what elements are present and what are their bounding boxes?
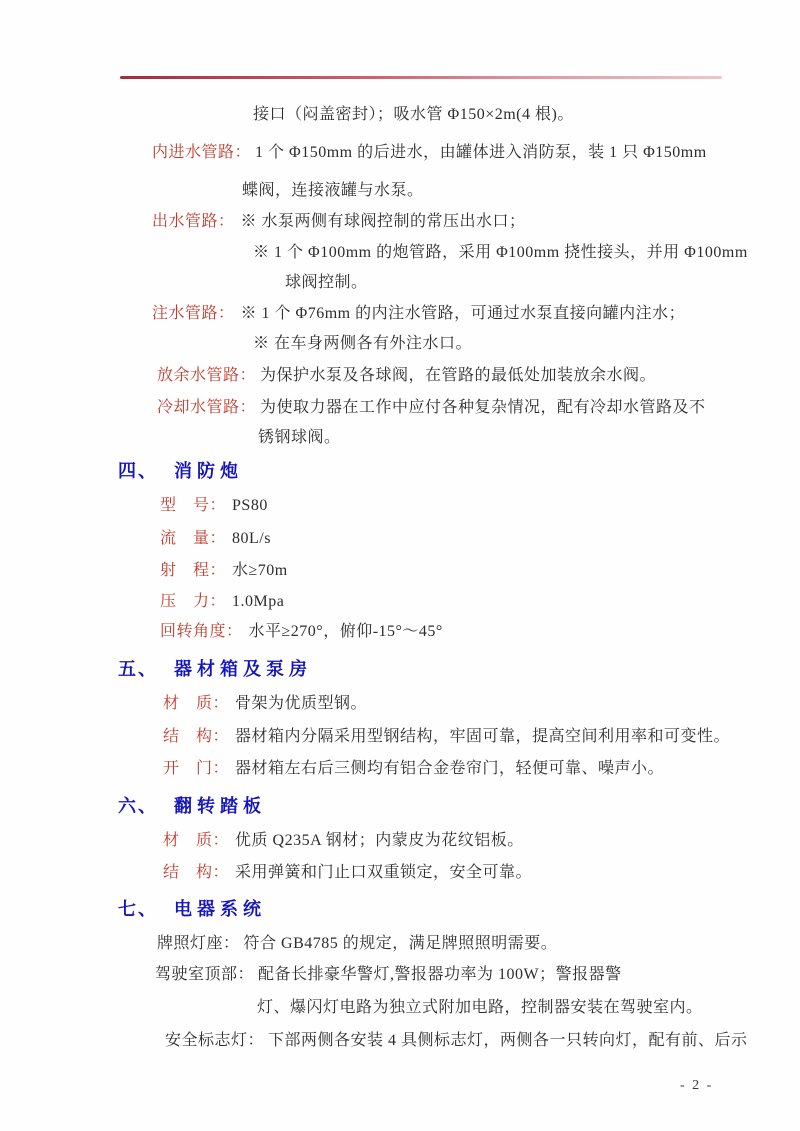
spec-row bbox=[163, 693, 367, 715]
paragraph-line bbox=[152, 142, 707, 164]
field-value: 下部两侧各安装 4 具侧标志灯，两侧各一只转向灯，配有前、后示 bbox=[268, 1032, 748, 1049]
section-heading-electric bbox=[118, 897, 266, 921]
field-label: 安全标志灯： bbox=[165, 1032, 265, 1049]
section-heading-number: 五、 bbox=[118, 659, 158, 679]
field-label: 放余水管路： bbox=[157, 367, 257, 384]
field-label: 结 构： bbox=[163, 864, 230, 881]
spec-row bbox=[163, 830, 524, 852]
paragraph-line: ※ 在车身两侧各有外注水口。 bbox=[253, 335, 473, 352]
paragraph-line: 球阀控制。 bbox=[285, 274, 368, 291]
paragraph-line: 灯、爆闪灯电路为独立式附加电路，控制器安装在驾驶室内。 bbox=[257, 999, 703, 1016]
section-heading-title: 消防炮 bbox=[174, 461, 243, 481]
section-heading-title: 电器系统 bbox=[174, 899, 266, 919]
paragraph-line bbox=[152, 303, 685, 325]
spec-row bbox=[165, 1030, 748, 1052]
field-value: 优质 Q235A 钢材；内蒙皮为花纹铝板。 bbox=[235, 832, 524, 849]
field-label: 开 门： bbox=[163, 760, 230, 777]
section-heading-lockers bbox=[118, 657, 312, 681]
paragraph-line bbox=[152, 211, 526, 233]
field-value: 采用弹簧和门止口双重锁定，安全可靠。 bbox=[235, 864, 533, 881]
field-value: 骨架为优质型钢。 bbox=[235, 695, 368, 712]
field-label: 材 质： bbox=[163, 832, 230, 849]
field-label: 驾驶室顶部： bbox=[155, 966, 255, 983]
section-heading-title: 翻转踏板 bbox=[174, 796, 266, 816]
section-heading-monitor bbox=[118, 459, 243, 483]
field-text: 1 个 Φ150mm 的后进水，由罐体进入消防泵，装 1 只 Φ150mm bbox=[255, 144, 707, 161]
field-label: 出水管路： bbox=[152, 213, 235, 230]
field-value: 水≥70m bbox=[232, 562, 288, 579]
field-value: 符合 GB4785 的规定，满足牌照照明需要。 bbox=[243, 935, 558, 952]
field-label: 牌照灯座： bbox=[157, 935, 240, 952]
field-label: 注水管路： bbox=[152, 305, 235, 322]
field-label: 流 量： bbox=[160, 530, 227, 547]
paragraph-line: 蝶阀，连接液罐与水泵。 bbox=[242, 182, 424, 199]
spec-row bbox=[163, 726, 730, 748]
field-text: ※ 1 个 Φ76mm 的内注水管路，可通过水泵直接向罐内注水； bbox=[240, 305, 686, 322]
spec-row bbox=[163, 862, 532, 884]
paragraph-line: 接口（闷盖密封）；吸水管 Φ150×2m(4 根)。 bbox=[253, 106, 574, 123]
paragraph-line bbox=[157, 397, 706, 419]
field-label: 内进水管路： bbox=[152, 144, 252, 161]
field-label: 型 号： bbox=[160, 497, 227, 514]
paragraph-line: 锈钢球阀。 bbox=[258, 429, 341, 446]
section-heading-step bbox=[118, 794, 266, 818]
field-value: 80L/s bbox=[232, 530, 271, 547]
field-label: 冷却水管路： bbox=[157, 399, 257, 416]
section-heading-number: 六、 bbox=[118, 796, 158, 816]
spec-row bbox=[160, 528, 271, 550]
field-label: 结 构： bbox=[163, 728, 230, 745]
section-heading-title: 器材箱及泵房 bbox=[174, 659, 312, 679]
field-value: PS80 bbox=[232, 497, 268, 514]
spec-row bbox=[160, 495, 268, 517]
spec-row bbox=[163, 758, 664, 780]
spec-row bbox=[160, 591, 284, 613]
spec-row bbox=[160, 621, 443, 643]
field-text: 为保护水泵及各球阀，在管路的最低处加装放余水阀。 bbox=[260, 367, 657, 384]
field-text: 为使取力器在工作中应付各种复杂情况，配有冷却水管路及不 bbox=[260, 399, 706, 416]
field-value: 1.0Mpa bbox=[232, 593, 285, 610]
field-value: 器材箱左右后三侧均有铝合金卷帘门，轻便可靠、噪声小。 bbox=[235, 760, 665, 777]
page-number: - 2 - bbox=[680, 1078, 714, 1093]
section-heading-number: 四、 bbox=[118, 461, 158, 481]
paragraph-line bbox=[157, 365, 656, 387]
spec-row bbox=[160, 560, 288, 582]
paragraph-line: ※ 1 个 Φ100mm 的炮管路，采用 Φ100mm 挠性接头，并用 Φ100mm bbox=[253, 244, 748, 261]
field-value: 器材箱内分隔采用型钢结构，牢固可靠，提高空间利用率和可变性。 bbox=[235, 728, 731, 745]
spec-row bbox=[155, 964, 622, 986]
section-heading-number: 七、 bbox=[118, 899, 158, 919]
field-label: 回转角度： bbox=[160, 623, 243, 640]
field-label: 材 质： bbox=[163, 695, 230, 712]
spec-row bbox=[157, 933, 557, 955]
field-label: 压 力： bbox=[160, 593, 227, 610]
field-label: 射 程： bbox=[160, 562, 227, 579]
header-rule bbox=[120, 76, 722, 79]
field-value: 配备长排豪华警灯,警报器功率为 100W；警报器警 bbox=[258, 966, 622, 983]
field-value: 水平≥270°，俯仰-15°～45° bbox=[248, 623, 443, 640]
field-text: ※ 水泵两侧有球阀控制的常压出水口； bbox=[240, 213, 526, 230]
